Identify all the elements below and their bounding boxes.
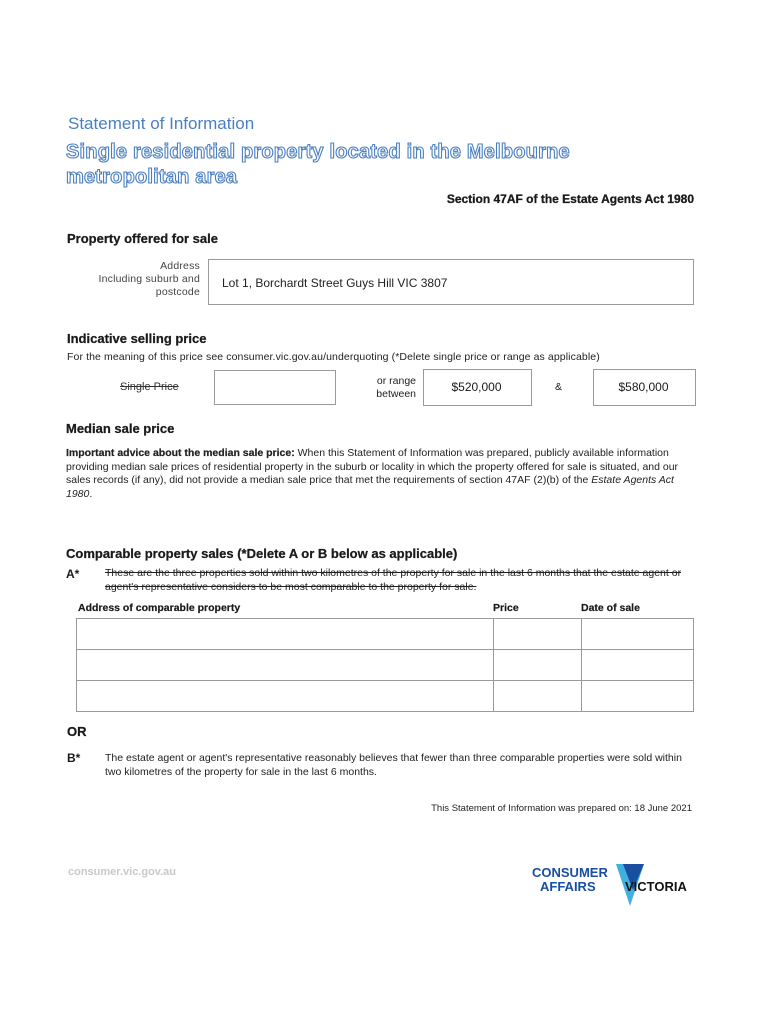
median-advice-bold: Important advice about the median sale price: (66, 447, 295, 459)
address-label-line-3: postcode (155, 286, 200, 298)
table-row (77, 619, 694, 650)
option-b-label: B* (67, 751, 81, 765)
table-cell-date[interactable] (582, 681, 694, 712)
table-cell-address[interactable] (77, 619, 494, 650)
comparable-table (76, 618, 694, 712)
range-low-value: $520,000 (451, 380, 502, 394)
column-header-date: Date of sale (581, 602, 640, 614)
median-heading: Median sale price (66, 421, 175, 436)
consumer-affairs-victoria-logo (530, 860, 700, 912)
address-label-line-2: Including suburb and (98, 273, 200, 285)
table-cell-price[interactable] (494, 681, 582, 712)
or-range-label (336, 375, 416, 401)
column-header-address: Address of comparable property (78, 602, 241, 614)
table-cell-date[interactable] (582, 619, 694, 650)
range-high-value: $580,000 (618, 380, 669, 394)
address-label-line-1: Address (160, 260, 200, 272)
option-a-text: These are the three properties sold within two kilometres of the property for sale in the last 6 months that the estate agent or agent's representative considers to be most comparable to the property for sale. (105, 567, 682, 593)
median-advice-end: . (89, 487, 93, 500)
option-a-label: A* (66, 567, 80, 581)
ampersand-label: & (555, 381, 563, 393)
table-cell-address[interactable] (77, 650, 494, 681)
price-heading: Indicative selling price (67, 331, 207, 346)
median-advice (66, 447, 692, 501)
single-price-label: Single Price (120, 381, 179, 393)
logo-line-1: CONSUMER (532, 865, 608, 880)
single-price-field[interactable] (214, 370, 336, 405)
section-reference: Section 47AF of the Estate Agents Act 1980 (446, 192, 694, 206)
document-title: Single residential property located in the Melbourne metropolitan area (66, 141, 570, 188)
price-note: For the meaning of this price see consumer.vic.gov.au/underquoting (*Delete single price or range as applicable) (67, 351, 600, 363)
or-range-line-2: between (376, 388, 416, 400)
logo-line-3: VICTORIA (625, 879, 687, 894)
table-cell-price[interactable] (494, 619, 582, 650)
option-b-text: The estate agent or agent's representative reasonably believes that fewer than three comparable properties were sold within two kilometres of the property for sale in the last 6 months. (105, 752, 682, 778)
column-header-price: Price (493, 602, 519, 614)
comparable-heading: Comparable property sales (*Delete A or B below as applicable) (66, 546, 458, 561)
prepared-date: This Statement of Information was prepared on: 18 June 2021 (431, 803, 692, 814)
table-row (77, 681, 694, 712)
table-cell-date[interactable] (582, 650, 694, 681)
or-range-line-1: or range (376, 375, 416, 387)
document-label: Statement of Information (68, 114, 255, 133)
logo-line-2: AFFAIRS (540, 879, 596, 894)
address-label (99, 260, 201, 299)
property-heading: Property offered for sale (67, 231, 218, 246)
table-cell-address[interactable] (77, 681, 494, 712)
median-advice-act: Estate Agents Act 1980 (66, 474, 674, 500)
or-label: OR (67, 724, 87, 739)
table-row (77, 650, 694, 681)
median-advice-text: When this Statement of Information was prepared, publicly available information providing median sale prices of residential property in the suburb or locality in which the property offered for sale is situated, and our sales records (if any), did not provide a median sale price that met the requirements of section 47AF (2)(b) of the (66, 447, 679, 486)
footer-url[interactable]: consumer.vic.gov.au (68, 866, 177, 878)
address-value: Lot 1, Borchardt Street Guys Hill VIC 3807 (222, 276, 448, 290)
table-cell-price[interactable] (494, 650, 582, 681)
